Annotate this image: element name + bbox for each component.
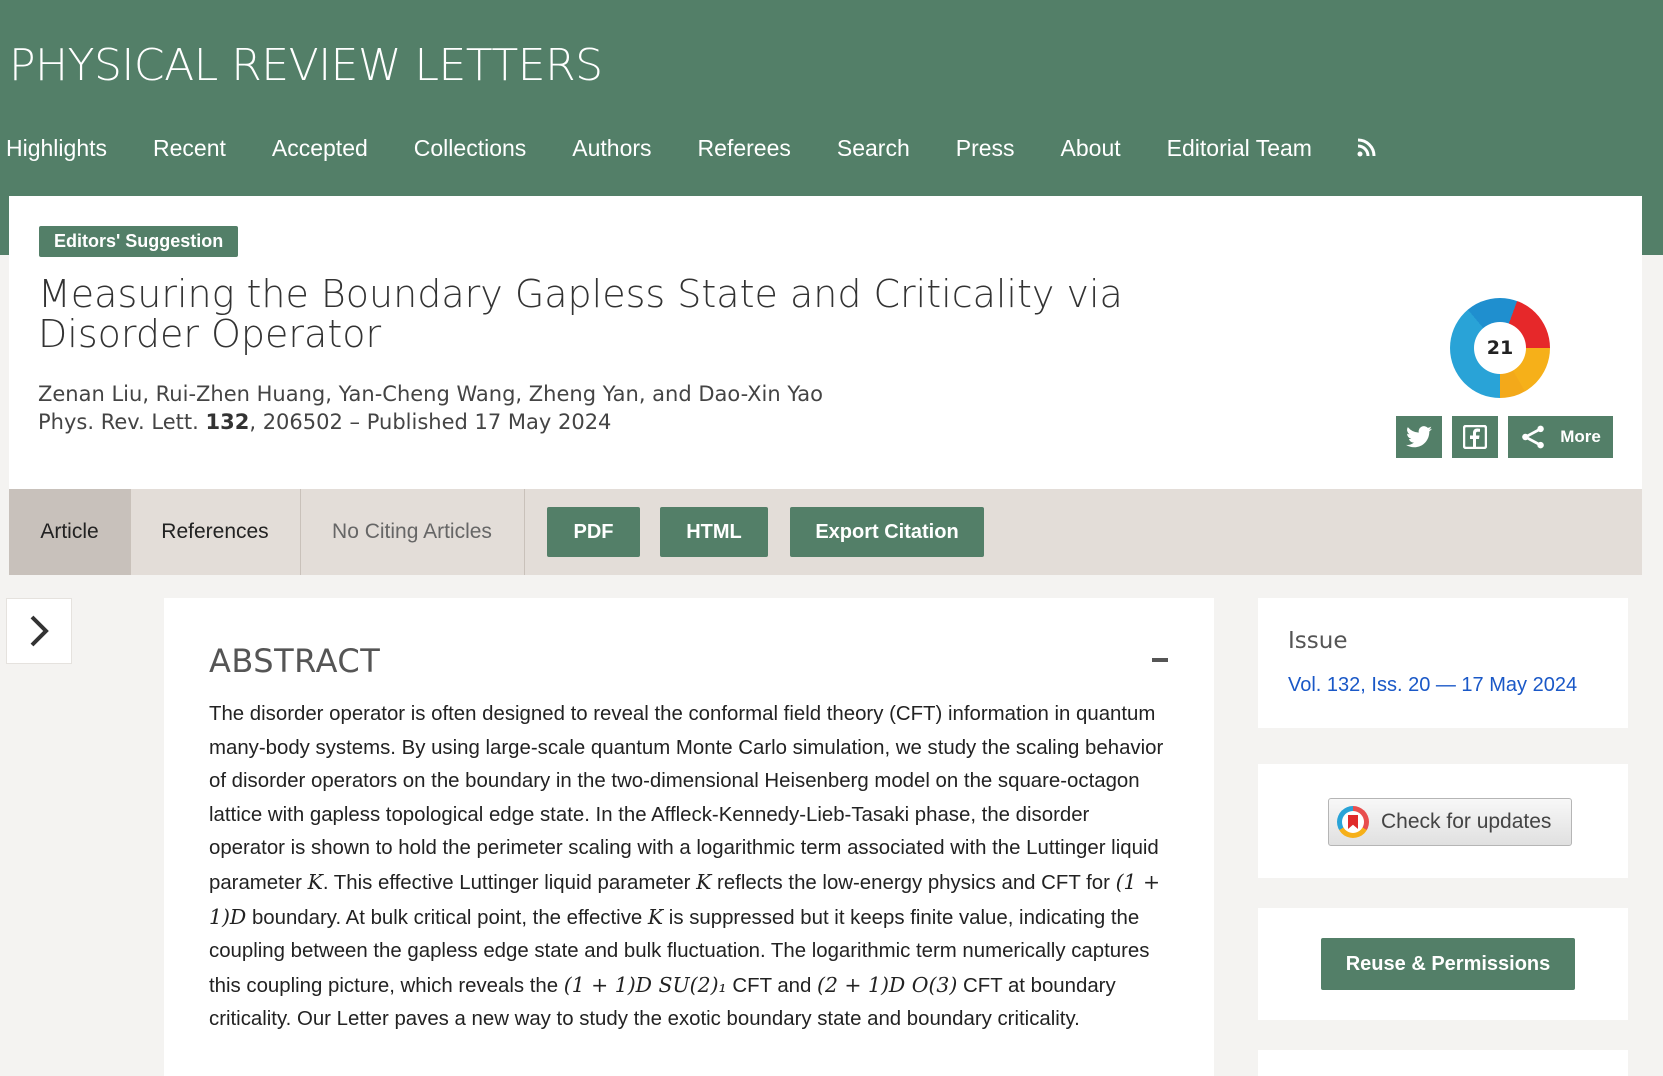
- nav-recent[interactable]: Recent: [153, 134, 226, 161]
- nav-highlights[interactable]: Highlights: [6, 134, 107, 161]
- tab-references[interactable]: References: [130, 489, 301, 575]
- main-nav: [0, 128, 1376, 168]
- altmetric-score: 21: [1474, 322, 1526, 374]
- issue-link[interactable]: Vol. 132, Iss. 20 — 17 May 2024: [1288, 674, 1578, 696]
- journal-abbrev: Phys. Rev. Lett.: [38, 410, 199, 434]
- twitter-share-button[interactable]: [1396, 416, 1442, 458]
- issue-card: [1258, 598, 1628, 728]
- crossmark-icon: [1337, 806, 1369, 838]
- math-k: K: [696, 869, 712, 894]
- facebook-share-button[interactable]: [1452, 416, 1498, 458]
- nav-collections[interactable]: Collections: [413, 134, 527, 161]
- nav-editorial-team[interactable]: Editorial Team: [1166, 134, 1312, 161]
- abstract-text-7: CFT at boundary criticality. Our Letter paves a new way to study the exotic boundary state and boundary criticality.: [209, 974, 1116, 1031]
- share-more-button[interactable]: [1508, 416, 1613, 458]
- nav-authors[interactable]: Authors: [572, 134, 652, 161]
- check-for-updates-label: Check for updates: [1381, 810, 1552, 833]
- abstract-body: [209, 698, 1169, 1037]
- nav-search[interactable]: Search: [836, 134, 910, 161]
- facebook-icon: [1463, 425, 1487, 449]
- nav-press[interactable]: Press: [955, 134, 1015, 161]
- permissions-card: [1258, 908, 1628, 1020]
- math-su2: (1 + 1)D SU(2)₁: [563, 972, 727, 997]
- abstract-text-6: CFT and: [726, 974, 818, 997]
- citation-details: , 206502 – Published 17 May 2024: [249, 410, 612, 434]
- minus-icon[interactable]: [1152, 658, 1168, 662]
- journal-title[interactable]: PHYSICAL REVIEW LETTERS: [9, 40, 603, 91]
- abstract-heading: ABSTRACT: [209, 642, 381, 680]
- math-k: K: [307, 869, 323, 894]
- nav-accepted[interactable]: Accepted: [271, 134, 368, 161]
- editors-suggestion-badge[interactable]: Editors' Suggestion: [39, 226, 238, 257]
- math-1plus1d: (1 + 1)D: [209, 869, 1161, 929]
- nav-about[interactable]: About: [1060, 134, 1121, 161]
- abstract-text-2: . This effective Luttinger liquid parameter: [322, 871, 697, 894]
- html-button[interactable]: HTML: [660, 507, 768, 557]
- math-k: K: [647, 904, 664, 929]
- check-for-updates-button[interactable]: [1328, 798, 1572, 846]
- updates-card: [1258, 764, 1628, 878]
- article-authors: Zenan Liu, Rui-Zhen Huang, Yan-Cheng Wang, Zheng Yan, and Dao-Xin Yao: [38, 382, 824, 406]
- share-more-label: More: [1560, 427, 1601, 446]
- export-citation-button[interactable]: Export Citation: [790, 507, 984, 557]
- pdf-button[interactable]: PDF: [547, 507, 640, 557]
- abstract-text-1: The disorder operator is often designed to reveal the conformal field theory (CFT) information in quantum many-body systems. By using large-scale quantum Monte Carlo simulation, we study the scaling behavior of disorder operators on the boundary in the two-dimensional Heisenberg model on the square-octagon lattice with gapless topological edge state. In the Affleck-Kennedy-Lieb-Tasaki phase, the disorder operator is shown to hold the perimeter scaling with a logarithmic term associated with the Luttinger liquid parameter: [209, 703, 1164, 894]
- tab-no-citing-articles: No Citing Articles: [300, 489, 525, 575]
- issue-label: Issue: [1288, 628, 1348, 654]
- chevron-right-icon: [27, 613, 51, 649]
- altmetric-badge[interactable]: [1450, 298, 1550, 398]
- abstract-text-3: reflects the low-energy physics and CFT for: [711, 871, 1116, 894]
- reuse-permissions-button[interactable]: Reuse & Permissions: [1321, 938, 1575, 990]
- twitter-icon: [1406, 426, 1432, 448]
- abstract-text-4: boundary. At bulk critical point, the effective: [246, 906, 648, 929]
- tab-article[interactable]: Article: [9, 489, 131, 575]
- math-o3: (2 + 1)D O(3): [817, 972, 958, 997]
- sidebar-toggle-button[interactable]: [6, 598, 72, 664]
- nav-referees[interactable]: Referees: [697, 134, 791, 161]
- abstract-text-5: is suppressed but it keeps finite value, indicating the coupling between the gapless edge state and bulk fluctuation. The logarithmic term numerically captures this coupling picture, which reveals the: [209, 906, 1150, 997]
- article-citation: [38, 410, 611, 434]
- article-tab-bar: [9, 489, 1642, 575]
- share-icon: [1520, 424, 1546, 450]
- next-sidebar-card: [1258, 1050, 1628, 1076]
- abstract-card: [164, 598, 1214, 1076]
- rss-icon[interactable]: [1356, 138, 1376, 158]
- volume-number: 132: [205, 410, 250, 434]
- article-title: Measuring the Boundary Gapless State and Criticality via Disorder Operator: [38, 272, 1123, 356]
